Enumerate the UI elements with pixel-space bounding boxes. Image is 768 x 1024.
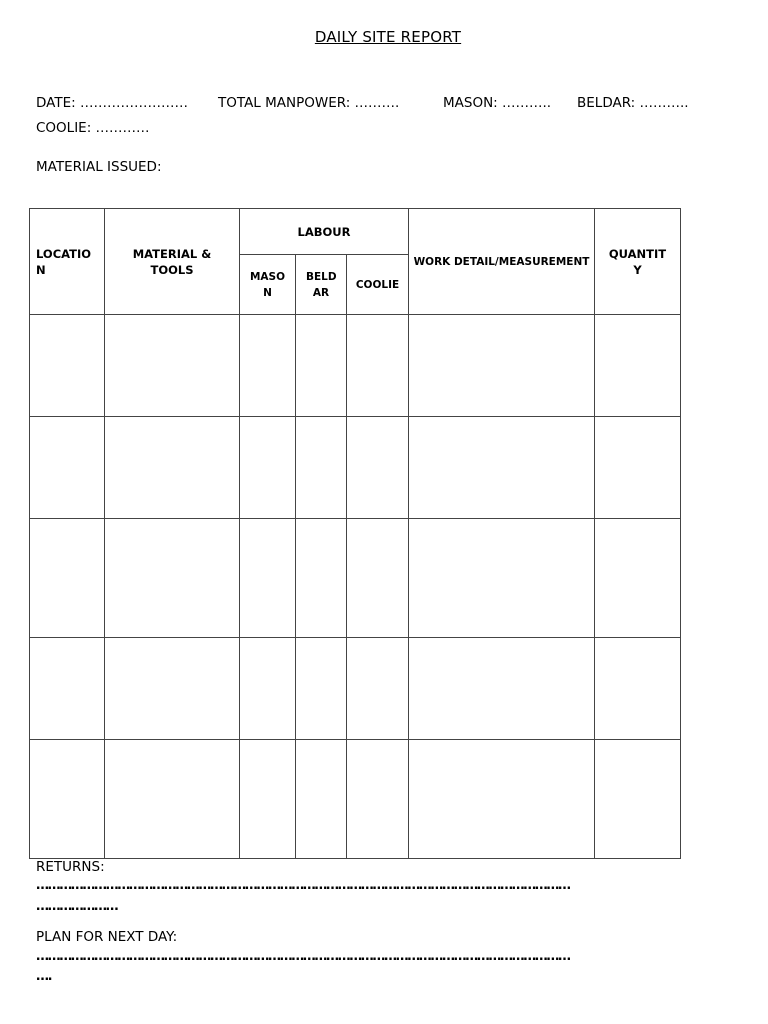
cell-coolie[interactable] [347, 740, 409, 859]
cell-work-detail[interactable] [409, 740, 595, 859]
cell-location[interactable] [30, 417, 105, 519]
cell-coolie[interactable] [347, 638, 409, 740]
cell-material-tools[interactable] [105, 638, 240, 740]
cell-beldar[interactable] [296, 740, 347, 859]
cell-material-tools[interactable] [105, 519, 240, 638]
header-mason: MASO N [240, 255, 296, 315]
cell-beldar[interactable] [296, 519, 347, 638]
cell-location[interactable] [30, 519, 105, 638]
cell-coolie[interactable] [347, 519, 409, 638]
cell-mason[interactable] [240, 519, 296, 638]
cell-quantity[interactable] [595, 638, 681, 740]
cell-mason[interactable] [240, 638, 296, 740]
cell-work-detail[interactable] [409, 315, 595, 417]
date-field: DATE: …………………… [36, 95, 188, 111]
cell-mason[interactable] [240, 740, 296, 859]
header-fields-row [36, 95, 689, 111]
returns-fill-line[interactable]: ………………………………………………………………………………………………………………………… [36, 879, 570, 893]
table-row [30, 315, 681, 417]
cell-beldar[interactable] [296, 638, 347, 740]
cell-beldar[interactable] [296, 417, 347, 519]
header-labour: LABOUR [240, 209, 409, 255]
table-row [30, 519, 681, 638]
table-row [30, 638, 681, 740]
header-material-tools: MATERIAL & TOOLS [105, 209, 240, 315]
material-issued-label: MATERIAL ISSUED: [36, 159, 162, 175]
header-quantity: QUANTIT Y [595, 209, 681, 315]
cell-quantity[interactable] [595, 315, 681, 417]
returns-fill-line-continued[interactable]: ………………… [36, 900, 118, 914]
cell-location[interactable] [30, 315, 105, 417]
cell-work-detail[interactable] [409, 519, 595, 638]
cell-beldar[interactable] [296, 315, 347, 417]
cell-quantity[interactable] [595, 519, 681, 638]
cell-quantity[interactable] [595, 740, 681, 859]
table-row [30, 417, 681, 519]
header-work-detail: WORK DETAIL/MEASUREMENT [409, 209, 595, 315]
total-manpower-field: TOTAL MANPOWER: ………. [218, 95, 400, 111]
cell-coolie[interactable] [347, 417, 409, 519]
cell-work-detail[interactable] [409, 417, 595, 519]
coolie-field: COOLIE: ………… [36, 120, 150, 136]
cell-material-tools[interactable] [105, 740, 240, 859]
plan-next-day-label: PLAN FOR NEXT DAY: [36, 929, 178, 945]
header-coolie: COOLIE [347, 255, 409, 315]
site-report-table [29, 208, 681, 859]
report-title: DAILY SITE REPORT [314, 28, 462, 46]
cell-location[interactable] [30, 740, 105, 859]
cell-quantity[interactable] [595, 417, 681, 519]
cell-mason[interactable] [240, 417, 296, 519]
header-beldar: BELD AR [296, 255, 347, 315]
cell-location[interactable] [30, 638, 105, 740]
cell-work-detail[interactable] [409, 638, 595, 740]
cell-material-tools[interactable] [105, 417, 240, 519]
cell-material-tools[interactable] [105, 315, 240, 417]
cell-mason[interactable] [240, 315, 296, 417]
cell-coolie[interactable] [347, 315, 409, 417]
plan-fill-line-continued[interactable]: …. [36, 970, 52, 984]
header-location: LOCATIO N [30, 209, 105, 315]
table-row [30, 740, 681, 859]
beldar-field: BELDAR: ……….. [577, 95, 689, 111]
returns-label: RETURNS: [36, 859, 105, 875]
plan-fill-line[interactable]: ………………………………………………………………………………………………………………………… [36, 950, 570, 964]
mason-field: MASON: ……….. [443, 95, 552, 111]
